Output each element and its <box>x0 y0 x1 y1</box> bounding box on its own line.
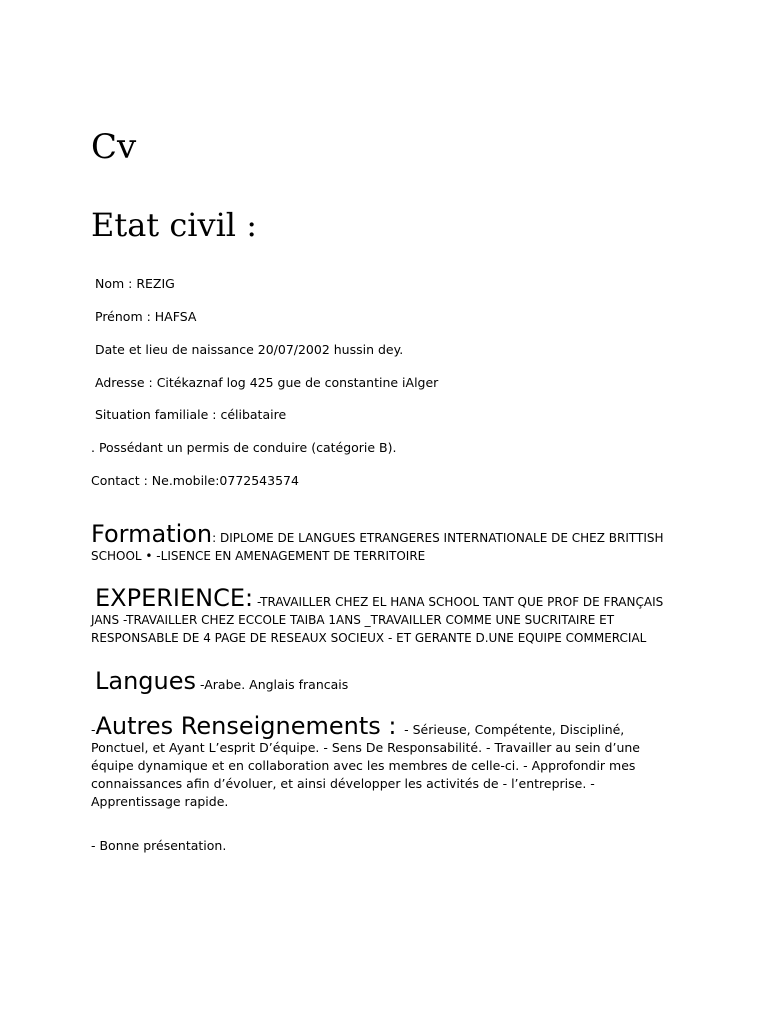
situation-line: Situation familiale : célibataire <box>95 407 287 422</box>
nom-line: Nom : REZIG <box>95 276 175 291</box>
langues-heading: Langues <box>95 667 197 695</box>
autres-text: - Sérieuse, Compétente, Discipliné, Ponctuel, et Ayant L’esprit D’équipe. - Sens De Responsabilité. - Travailler au sein d’une équipe dynamique et en collaboration avec les membres de celle-ci. - Approfondir mes connaissances afin d’évoluer, et ainsi développer les activités de - l’entreprise. - Apprentissage rapide. <box>91 722 640 809</box>
document-title: Cv <box>91 127 137 167</box>
autres-prefix: - <box>91 722 96 737</box>
experience-heading: EXPERIENCE: <box>95 584 254 612</box>
formation-text: : DIPLOME DE LANGUES ETRANGERES INTERNATIONALE DE CHEZ BRITTISH SCHOOL • -LISENCE EN AMENAGEMENT DE TERRITOIRE <box>91 531 664 563</box>
experience-text: -TRAVAILLER CHEZ EL HANA SCHOOL TANT QUE PROF DE FRANÇAIS JANS -TRAVAILLER CHEZ ECCOLE TAIBA 1ANS _TRAVAILLER COMME UNE SUCRITAIRE ET RESPONSABLE DE 4 PAGE DE RESEAUX SOCIEUX - ET GERANTE D.UNE EQUIPE COMMERCIAL <box>91 595 664 645</box>
permis-line: . Possédant un permis de conduire (catégorie B). <box>91 440 397 455</box>
formation-section <box>91 521 681 565</box>
bonne-presentation-line: - Bonne présentation. <box>91 838 227 853</box>
adresse-line: Adresse : Citékaznaf log 425 gue de constantine iAlger <box>95 375 439 390</box>
contact-line: Contact : Ne.mobile:0772543574 <box>91 473 299 488</box>
formation-heading: Formation <box>91 520 213 548</box>
langues-text: -Arabe. Anglais francais <box>196 677 349 692</box>
prenom-line: Prénom : HAFSA <box>95 309 197 324</box>
etat-civil-heading: Etat civil : <box>91 206 257 244</box>
naissance-line: Date et lieu de naissance 20/07/2002 hussin dey. <box>95 342 404 357</box>
autres-heading: Autres Renseignements : <box>95 712 405 740</box>
langues-section <box>91 668 681 694</box>
autres-section <box>91 713 681 811</box>
experience-section <box>91 585 681 647</box>
